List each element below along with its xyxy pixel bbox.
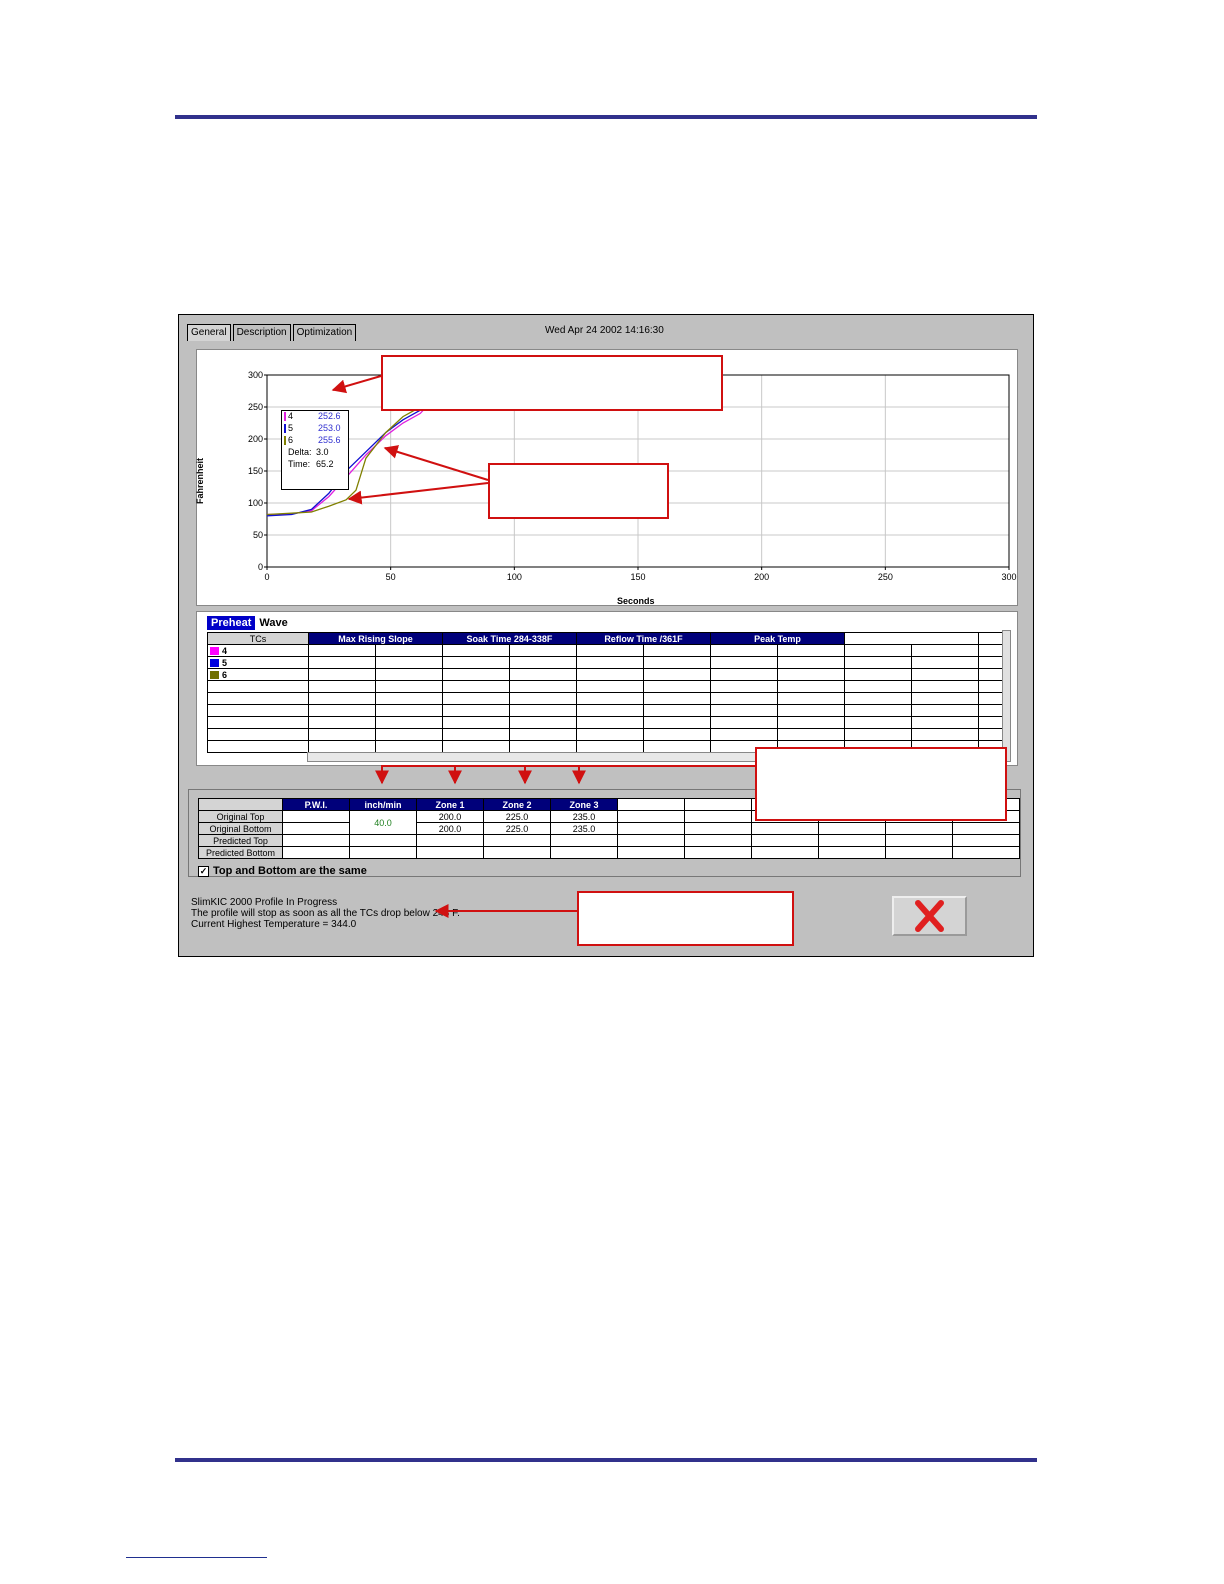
- tc-label: 5: [222, 657, 228, 668]
- zone-3-top[interactable]: 235.0: [551, 811, 618, 823]
- checkbox-label: Top and Bottom are the same: [213, 865, 367, 877]
- legend-delta-label: Delta:: [288, 447, 312, 457]
- x-tick-label: 200: [754, 572, 770, 582]
- table-row[interactable]: [208, 657, 1006, 669]
- callout-box-zones: [755, 747, 1007, 821]
- legend-value: 252.6: [318, 411, 341, 421]
- header-conveyor-speed: inch/min: [350, 799, 417, 811]
- tc-label: 4: [222, 645, 228, 656]
- subtab-wave[interactable]: Wave: [259, 617, 288, 629]
- legend-delta-value: 3.0: [316, 447, 329, 457]
- table-row[interactable]: [208, 645, 1006, 657]
- x-tick-label: 100: [506, 572, 522, 582]
- row-label-predicted-top: Predicted Top: [199, 835, 283, 847]
- row-label-original-top: Original Top: [199, 811, 283, 823]
- legend-time-label: Time:: [288, 459, 311, 469]
- x-tick-label: 300: [1001, 572, 1017, 582]
- callout-box-status: [577, 891, 794, 946]
- table-row[interactable]: [208, 669, 1006, 681]
- y-tick-label: 150: [247, 466, 263, 476]
- table-row[interactable]: [208, 705, 1006, 717]
- x-tick-label: 50: [385, 572, 396, 582]
- legend-row: [284, 423, 341, 434]
- close-button[interactable]: [892, 896, 967, 936]
- x-tick-label: 0: [264, 572, 270, 582]
- legend-row: [284, 435, 341, 446]
- legend-swatch: [284, 412, 286, 421]
- row-label-original-bottom: Original Bottom: [199, 823, 283, 835]
- tab-optimization[interactable]: Optimization: [293, 324, 357, 341]
- footer-link-underline: [126, 1557, 267, 1558]
- y-tick-label: 200: [247, 434, 263, 444]
- tab-bar: [187, 324, 358, 342]
- subtab-preheat[interactable]: Preheat: [207, 616, 255, 630]
- legend-row: [284, 411, 341, 422]
- conveyor-speed-cell[interactable]: 40.0: [350, 811, 417, 835]
- vertical-scrollbar[interactable]: [1002, 630, 1011, 762]
- pwi-cell[interactable]: [283, 811, 350, 823]
- callout-box-curves: [488, 463, 669, 519]
- header-reflow-time: Reflow Time /361F: [577, 633, 711, 645]
- legend-row: [288, 447, 329, 458]
- x-tick-label: 250: [877, 572, 893, 582]
- tab-general[interactable]: General: [187, 324, 231, 341]
- legend-tc: 6: [288, 435, 294, 445]
- close-icon: [894, 898, 965, 934]
- x-tick-label: 150: [630, 572, 646, 582]
- status-area: [191, 897, 460, 930]
- zone-3-bottom[interactable]: 235.0: [551, 823, 618, 835]
- tab-description[interactable]: Description: [233, 324, 291, 341]
- zone-1-top[interactable]: 200.0: [417, 811, 484, 823]
- legend-time-value: 65.2: [316, 459, 334, 469]
- status-line: Current Highest Temperature = 344.0: [191, 919, 357, 930]
- legend-value: 253.0: [318, 423, 341, 433]
- y-tick-label: 50: [252, 530, 263, 540]
- tc-color-swatch: [210, 647, 219, 655]
- table-row[interactable]: [208, 717, 1006, 729]
- callout-box-legend: [381, 355, 723, 411]
- tc-stats-table: [207, 632, 1006, 753]
- header-rule: [175, 115, 1037, 119]
- tc-label: 6: [222, 669, 228, 680]
- legend-swatch: [284, 424, 286, 433]
- header-empty: [845, 633, 979, 645]
- legend-swatch: [284, 436, 286, 445]
- same-top-bottom-checkbox[interactable]: [198, 865, 367, 877]
- header-pwi: P.W.I.: [283, 799, 350, 811]
- profile-window: [178, 314, 1034, 957]
- header-tcs: TCs: [208, 633, 309, 645]
- header-zone-1: Zone 1: [417, 799, 484, 811]
- tc-color-swatch: [210, 671, 219, 679]
- header-soak-time: Soak Time 284-338F: [443, 633, 577, 645]
- y-tick-label: 250: [247, 402, 263, 412]
- header-max-rising-slope: Max Rising Slope: [309, 633, 443, 645]
- legend-value: 255.6: [318, 435, 341, 445]
- header-peak-temp: Peak Temp: [711, 633, 845, 645]
- table-row[interactable]: [208, 681, 1006, 693]
- zone-2-bottom[interactable]: 225.0: [484, 823, 551, 835]
- profile-datetime: Wed Apr 24 2002 14:16:30: [545, 325, 664, 336]
- legend-row: [288, 459, 334, 470]
- x-axis-label: Seconds: [617, 596, 655, 606]
- y-tick-label: 300: [247, 370, 263, 380]
- y-axis-label: Fahrenheit: [195, 457, 205, 504]
- zone-1-bottom[interactable]: 200.0: [417, 823, 484, 835]
- y-tick-label: 0: [257, 562, 263, 572]
- legend-tc: 5: [288, 423, 294, 433]
- zone-2-top[interactable]: 225.0: [484, 811, 551, 823]
- y-tick-label: 100: [247, 498, 263, 508]
- checkbox-box[interactable]: ✓: [199, 865, 208, 876]
- row-label-predicted-bottom: Predicted Bottom: [199, 847, 283, 859]
- readout-legend: [281, 410, 349, 490]
- table-row[interactable]: [208, 729, 1006, 741]
- pwi-cell[interactable]: [283, 823, 350, 835]
- table-row[interactable]: [208, 693, 1006, 705]
- tc-stats-panel: [196, 611, 1018, 766]
- legend-tc: 4: [288, 411, 294, 421]
- header-zone-3: Zone 3: [551, 799, 618, 811]
- header-zone-2: Zone 2: [484, 799, 551, 811]
- corner-cell: [199, 799, 283, 811]
- process-subtabs: [207, 616, 292, 630]
- tc-color-swatch: [210, 659, 219, 667]
- status-line: The profile will stop as soon as all the TCs drop below 248 F.: [191, 908, 460, 919]
- status-line: SlimKIC 2000 Profile In Progress: [191, 897, 338, 908]
- footer-rule: [175, 1458, 1037, 1462]
